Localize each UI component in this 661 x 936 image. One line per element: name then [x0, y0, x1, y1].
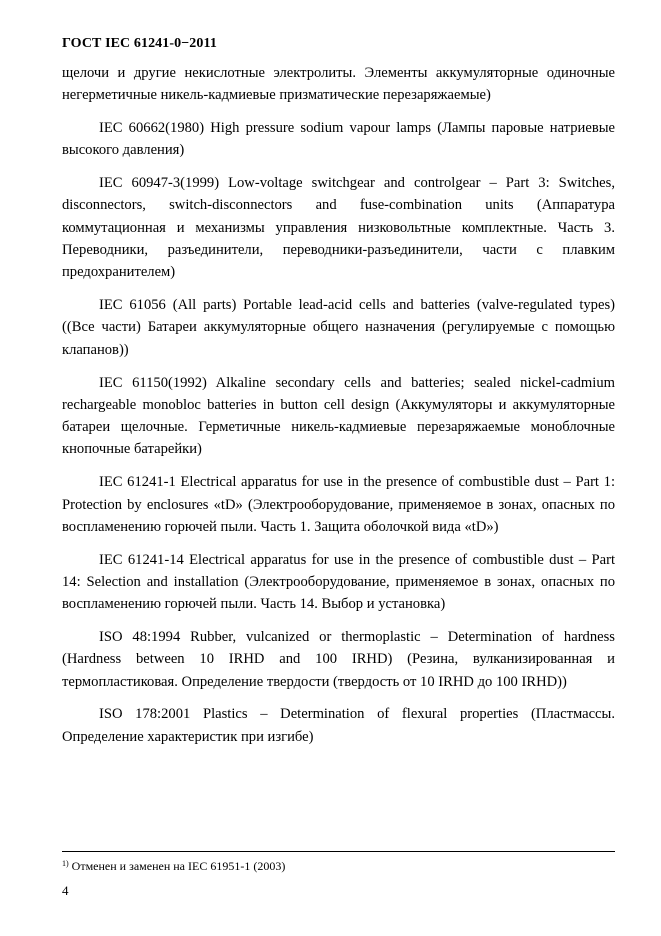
document-body [62, 62, 615, 759]
footnote-text: Отменен и заменен на IEC 61951-1 (2003) [71, 859, 286, 873]
reference-iec-60947-3: IEC 60947-3(1999) Low-voltage switchgear and controlgear – Part 3: Switches, disconnectors, switch-disconnectors and fuse-combination units (Аппаратура коммутационная и механизмы управления низковольтные комплектные. Часть 3. Переводники, разъединители, переводники-разъединители, части с плавким предохранителем) [62, 175, 615, 281]
footnote [62, 856, 285, 874]
reference-iso-48: ISO 48:1994 Rubber, vulcanized or thermoplastic – Determination of hardness (Hardness between 10 IRHD and 100 IRHD) (Резина, вулканизированная и термопластиковая. Определение твердости (твердость от 10 IRHD до 100 IRHD)) [62, 629, 615, 690]
reference-iec-61056: IEC 61056 (All parts) Portable lead-acid cells and batteries (valve-regulated types) ((Все части) Батареи аккумуляторные общего назначения (регулируемые с помощью клапанов)) [62, 297, 615, 358]
paragraph-continuation: щелочи и другие некислотные электролиты. Элементы аккумуляторные одиночные негерметичные никель-кадмиевые призматические перезаряжаемые) [62, 65, 615, 104]
reference-iec-61241-1: IEC 61241-1 Electrical apparatus for use in the presence of combustible dust – Part 1: Protection by enclosures «tD» (Электрооборудование, применяемое в зонах, опасных по воспламенению горючей пыли. Часть 1. Защита оболочкой вида «tD») [62, 474, 615, 535]
footnote-divider [62, 851, 615, 852]
document-header: ГОСТ IEC 61241-0−2011 [62, 36, 217, 51]
reference-iec-61241-14: IEC 61241-14 Electrical apparatus for use in the presence of combustible dust – Part 14: Selection and installation (Электрооборудование, применяемое в зонах, опасных по воспламенению горючей пыли. Часть 14. Выбор и установка) [62, 551, 615, 613]
page-number: 4 [62, 883, 69, 898]
reference-iec-61150: IEC 61150(1992) Alkaline secondary cells and batteries; sealed nickel-cadmium rechargeable monobloc batteries in button cell design (Аккумуляторы и аккумуляторные батареи щелочные. Герметичные никель-кадмиевые перезаряжаемые моноблочные кнопочные батарейки) [62, 374, 615, 458]
reference-iec-60662: IEC 60662(1980) High pressure sodium vapour lamps (Лампы паровые натриевые высокого давления) [62, 120, 615, 159]
reference-iso-178: ISO 178:2001 Plastics – Determination of flexural properties (Пластмассы. Определение характеристик при изгибе) [62, 706, 615, 745]
footnote-marker: 1) [62, 859, 69, 868]
